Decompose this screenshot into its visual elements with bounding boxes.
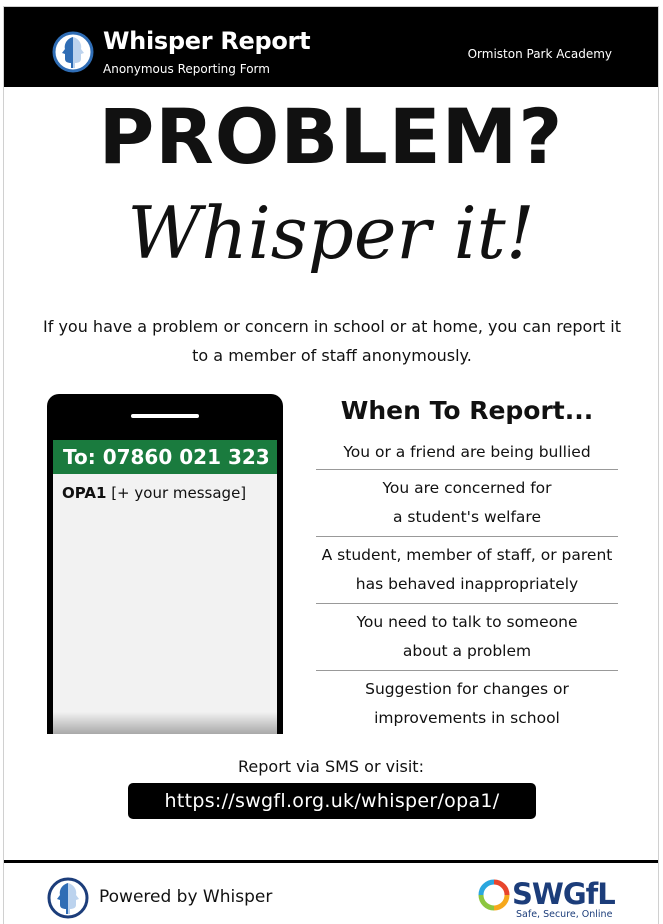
- when-to-report-list: [316, 437, 618, 737]
- header-bar: [4, 7, 658, 87]
- report-url-link[interactable]: https://swgfl.org.uk/whisper/opa1/: [128, 783, 536, 819]
- report-via-text: Report via SMS or visit:: [238, 757, 424, 776]
- sms-recipient: To: 07860 021 323: [53, 440, 277, 474]
- when-to-report-item: [316, 604, 618, 671]
- when-to-report-item: [316, 470, 618, 537]
- when-to-report-item-line: a student's welfare: [393, 508, 541, 526]
- swgfl-ring-icon: [478, 879, 510, 911]
- phone-illustration: [47, 394, 283, 734]
- when-to-report-item-line: A student, member of staff, or parent: [321, 546, 613, 564]
- poster: [3, 6, 659, 924]
- swgfl-name: SWGfL: [512, 877, 615, 911]
- sms-message-hint: [+ your message]: [111, 484, 247, 502]
- whisper-logo-icon: [47, 877, 89, 919]
- when-to-report-item: [316, 537, 618, 604]
- app-subtitle: Anonymous Reporting Form: [103, 62, 270, 76]
- intro-text: If you have a problem or concern in school or at home, you can report it to a member of staff anonymously.: [43, 317, 621, 365]
- when-to-report-title: When To Report...: [340, 396, 594, 425]
- when-to-report-item-line: You are concerned for: [382, 479, 552, 497]
- when-to-report-item-line: Suggestion for changes or: [365, 680, 569, 698]
- app-title: Whisper Report: [103, 27, 311, 55]
- when-to-report-item-line: has behaved inappropriately: [355, 575, 579, 593]
- when-to-report-item-line: improvements in school: [374, 709, 560, 727]
- footer-divider: [4, 860, 658, 863]
- tagline: Whisper it!: [127, 191, 535, 275]
- swgfl-logo: [478, 877, 618, 921]
- phone-speaker: [131, 414, 199, 418]
- when-to-report-item: [316, 671, 618, 737]
- when-to-report: [316, 395, 618, 737]
- powered-by-text: Powered by Whisper: [99, 887, 273, 907]
- sms-code: OPA1: [62, 484, 107, 502]
- whisper-logo-icon: [52, 31, 94, 73]
- when-to-report-item: [316, 437, 618, 470]
- when-to-report-item-line: You need to talk to someone: [356, 613, 578, 631]
- sms-message: [62, 484, 246, 502]
- phone-screen: [53, 440, 277, 734]
- school-name: Ormiston Park Academy: [467, 47, 612, 61]
- when-to-report-item-line: about a problem: [402, 642, 532, 660]
- phone-screen-fade: [53, 712, 277, 734]
- headline: PROBLEM?: [98, 92, 564, 181]
- when-to-report-item-line: You or a friend are being bullied: [343, 443, 591, 461]
- swgfl-slogan: Safe, Secure, Online: [516, 909, 613, 920]
